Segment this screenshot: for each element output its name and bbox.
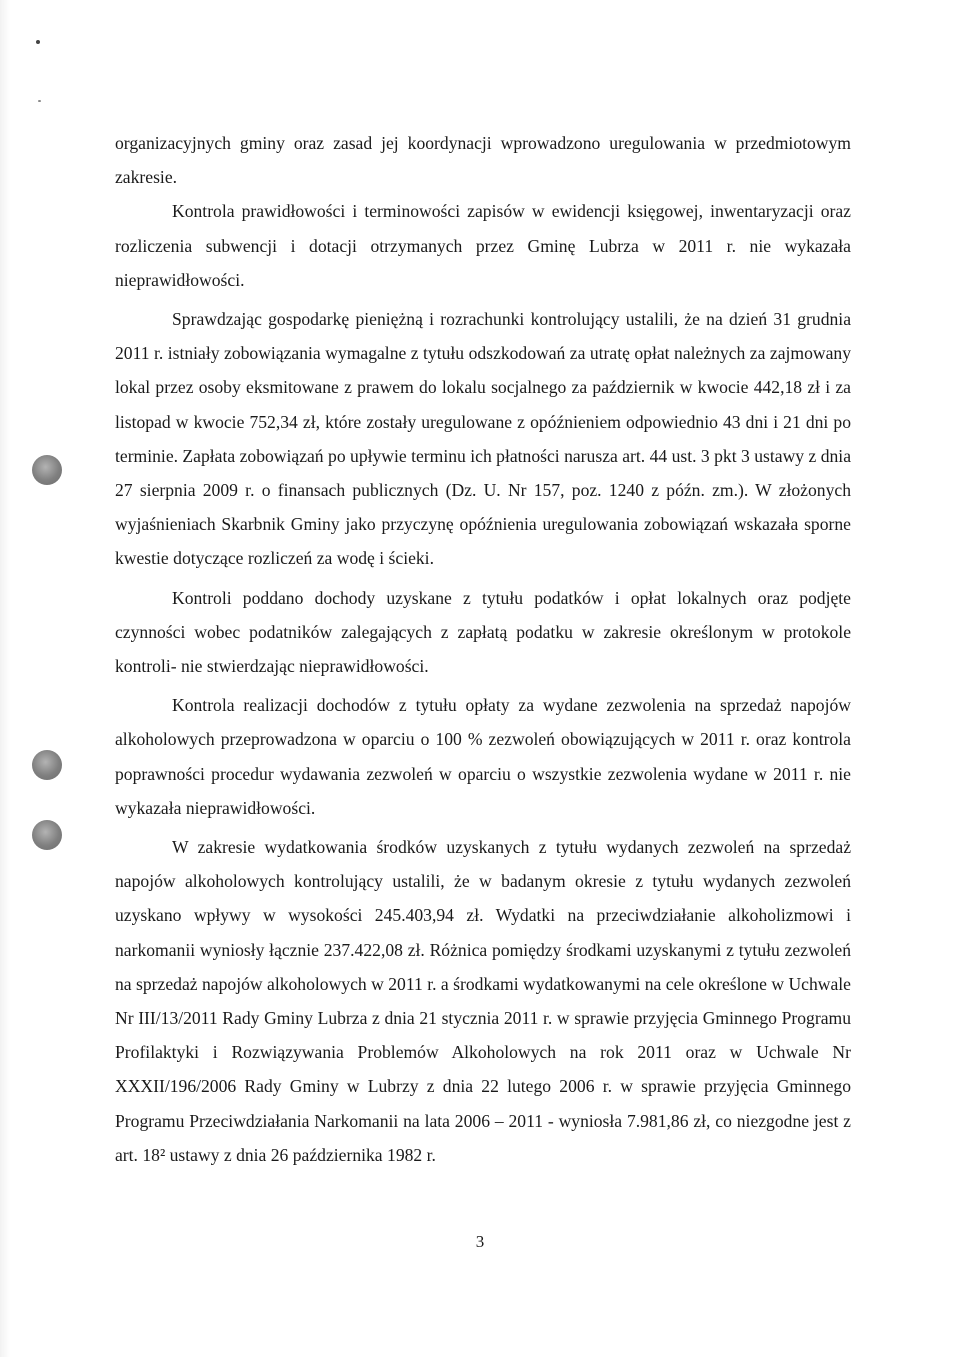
punch-hole-mark — [32, 455, 62, 485]
page-number: 3 — [475, 1232, 485, 1251]
punch-hole-mark — [32, 820, 62, 850]
scan-speck — [36, 40, 40, 44]
paragraph: Sprawdzając gospodarkę pieniężną i rozrachunki kontrolujący ustalili, że na dzień 31 grudnia 2011 r. istniały zobowiązania wymagalne z tytułu odszkodowań za utratę opłat należnych za zajmowany lokal przez osoby eksmitowane z prawem do lokalu socjalnego za październik w kwocie 442,18 zł i za listopad w kwocie 752,34 zł, które zostały uregulowane z opóźnieniem odpowiednio 43 dni i 21 dni po terminie. Zapłata zobowiązań po upływie terminu ich płatności narusza art. 44 ust. 3 pkt 3 ustawy z dnia 27 sierpnia 2009 r. o finansach publicznych (Dz. U. Nr 157, poz. 1240 z późn. zm.). W złożonych wyjaśnieniach Skarbnik Gminy jako przyczynę opóźnienia uregulowania zobowiązań wskazała sporne kwestie dotyczące rozliczeń za wodę i ścieki. — [115, 309, 851, 569]
paragraph: organizacyjnych gminy oraz zasad jej koordynacji wprowadzono uregulowania w przedmiotowym zakresie. — [115, 133, 851, 188]
scan-edge-shadow — [0, 0, 10, 1357]
document-body — [115, 126, 851, 1172]
paragraph: W zakresie wydatkowania środków uzyskanych z tytułu wydanych zezwoleń na sprzedaż napojów alkoholowych kontrolujący ustalili, że w badanym okresie z tytułu wydanych zezwoleń uzyskano wpływy w wysokości 245.403,94 zł. Wydatki na przeciwdziałanie alkoholizmowi i narkomanii wyniosły łącznie 237.422,08 zł. Różnica pomiędzy środkami uzyskanymi z tytułu zezwoleń na sprzedaż napojów alkoholowych w 2011 r. a środkami wydatkowanymi na cele określone w Uchwale Nr III/13/2011 Rady Gminy Lubrza z dnia 21 stycznia 2011 r. w sprawie przyjęcia Gminnego Programu Profilaktyki i Rozwiązywania Problemów Alkoholowych na rok 2011 oraz w Uchwale Nr XXXII/196/2006 Rady Gminy w Lubrzy z dnia 22 lutego 2006 r. w sprawie przyjęcia Gminnego Programu Przeciwdziałania Narkomanii na lata 2006 – 2011 - wyniosła 7.981,86 zł, co niezgodne jest z art. 18² ustawy z dnia 26 października 1982 r. — [115, 837, 851, 1165]
paragraph: Kontroli poddano dochody uzyskane z tytułu podatków i opłat lokalnych oraz podjęte czynności wobec podatników zalegających z zapłatą podatku w zakresie określonym w protokole kontroli- nie stwierdzając nieprawidłowości. — [115, 587, 851, 677]
scan-speck — [38, 100, 41, 102]
paragraph: Kontrola prawidłowości i terminowości zapisów w ewidencji księgowej, inwentaryzacji oraz rozliczenia subwencji i dotacji otrzymanych przez Gminę Lubrza w 2011 r. nie wykazała nieprawidłowości. — [115, 201, 851, 290]
paragraph: Kontrola realizacji dochodów z tytułu opłaty za wydane zezwolenia na sprzedaż napojów alkoholowych przeprowadzona w oparciu o 100 % zezwoleń obowiązujących w 2011 r. oraz kontrola poprawności procedur wydawania zezwoleń w oparciu o wszystkie zezwolenia wydane w 2011 r. nie wykazała nieprawidłowości. — [115, 695, 851, 818]
punch-hole-mark — [32, 750, 62, 780]
